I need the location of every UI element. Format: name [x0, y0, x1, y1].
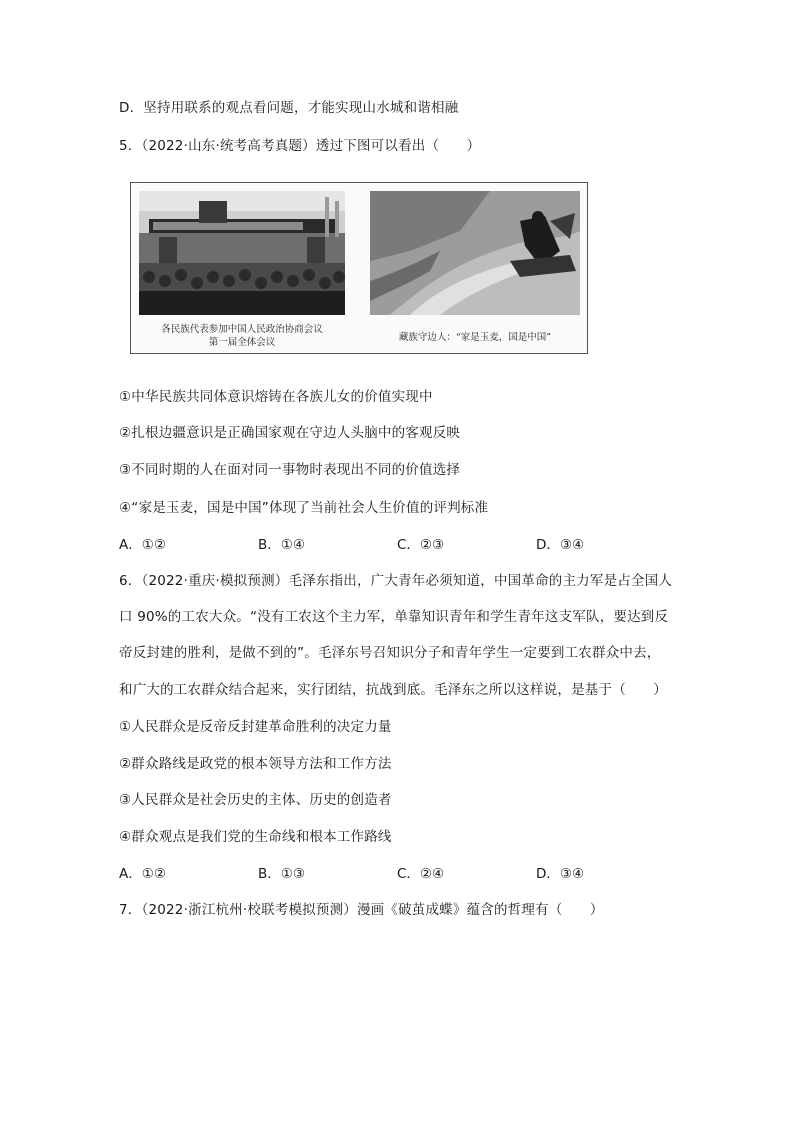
q6-option-c: C．②④ — [397, 866, 445, 882]
q5-statement-4: ④“家是玉麦，国是中国”体现了当前社会人生价值的评判标准 — [119, 500, 489, 516]
prev-option-d: D．坚持用联系的观点看问题，才能实现山水城和谐相融 — [119, 100, 459, 116]
q6-statement-4: ④群众观点是我们党的生命线和根本工作路线 — [119, 829, 392, 845]
q5-option-b: B．①④ — [258, 537, 305, 553]
q6-statement-1: ①人民群众是反帝反封建革命胜利的决定力量 — [119, 719, 392, 735]
q6-option-a: A．①② — [119, 866, 166, 882]
q6-line-4: 和广大的工农群众结合起来，实行团结，抗战到底。毛泽东之所以这样说，是基于（ ） — [119, 682, 667, 698]
q6-line-2: 口 90%的工农大众。“没有工农这个主力军，单靠知识青年和学生青年这支军队，要达到反 — [119, 609, 669, 625]
q5-statement-3: ③不同时期的人在面对同一事物时表现出不同的价值选择 — [119, 462, 461, 478]
q6-line-3: 帝反封建的胜利，是做不到的”。毛泽东号召知识分子和青年学生一定要到工农群众中去， — [119, 645, 661, 661]
q5-option-d: D．③④ — [536, 537, 585, 553]
q6-option-d: D．③④ — [536, 866, 585, 882]
q6-line-1: 6．（2022·重庆·模拟预测）毛泽东指出，广大青年必须知道，中国革命的主力军是占全国人 — [119, 573, 673, 589]
left-caption-line-2: 第一届全体会议 — [208, 337, 276, 348]
question-5-stem: 5．（2022·山东·统考高考真题）透过下图可以看出（ ） — [119, 138, 481, 154]
q5-statement-2: ②扎根边疆意识是正确国家观在守边人头脑中的客观反映 — [119, 425, 461, 441]
q5-option-a: A．①② — [119, 537, 166, 553]
cppcc-meeting-photo — [139, 191, 345, 315]
q5-option-c: C．②③ — [397, 537, 445, 553]
q5-statement-1: ①中华民族共同体意识熔铸在各族儿女的价值实现中 — [119, 389, 433, 405]
left-photo-caption — [139, 323, 345, 349]
left-caption-line-1: 各民族代表参加中国人民政治协商会议 — [161, 324, 323, 335]
border-guardian-photo — [370, 191, 580, 315]
q6-statement-3: ③人民群众是社会历史的主体、历史的创造者 — [119, 792, 392, 808]
question-5-figure — [130, 182, 588, 354]
q6-statement-2: ②群众路线是政党的根本领导方法和工作方法 — [119, 756, 392, 772]
question-7-stem: 7．（2022·浙江杭州·校联考模拟预测）漫画《破茧成蝶》蕴含的哲理有（ ） — [119, 902, 604, 918]
q6-option-b: B．①③ — [258, 866, 305, 882]
right-photo-caption: 藏族守边人：“家是玉麦，国是中国” — [398, 332, 552, 343]
